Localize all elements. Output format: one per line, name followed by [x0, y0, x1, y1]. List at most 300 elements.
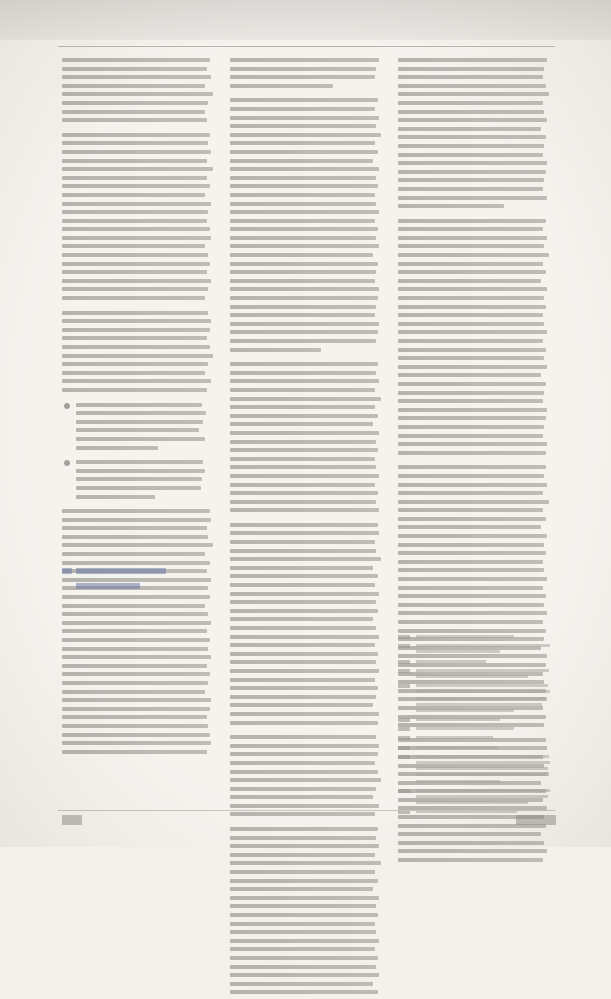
- text-line: [230, 440, 376, 444]
- text-line: [62, 345, 210, 349]
- header-rule: [58, 46, 555, 47]
- text-line: [230, 879, 378, 883]
- text-column-2: [230, 58, 381, 999]
- footnote: [398, 717, 556, 724]
- text-line: [398, 603, 544, 607]
- text-line: [230, 982, 373, 986]
- text-line: [62, 253, 208, 257]
- footnote-line: [416, 684, 548, 687]
- text-line: [230, 287, 379, 291]
- text-line: [230, 652, 378, 656]
- text-line: [230, 330, 378, 334]
- footnote: [398, 735, 556, 742]
- text-line: [62, 67, 207, 71]
- text-line: [62, 150, 211, 154]
- footnote-line: [416, 697, 545, 700]
- text-line: [76, 437, 205, 441]
- text-line: [398, 508, 543, 512]
- text-line: [62, 552, 205, 556]
- text-line: [62, 279, 211, 283]
- text-line: [76, 403, 202, 407]
- footnote-number: [398, 718, 410, 722]
- footnote-number: [398, 746, 410, 750]
- text-line: [62, 698, 211, 702]
- text-line: [62, 133, 210, 137]
- text-line: [230, 990, 378, 994]
- text-line: [230, 922, 375, 926]
- text-line: [230, 795, 373, 799]
- text-line: [62, 604, 205, 608]
- text-line: [398, 586, 543, 590]
- text-line: [398, 135, 546, 139]
- text-line: [230, 812, 375, 816]
- footnote: [398, 754, 556, 786]
- text-line: [230, 744, 379, 748]
- text-line: [230, 150, 378, 154]
- footnote-number: [398, 789, 410, 793]
- text-line: [398, 227, 543, 231]
- text-line: [230, 870, 375, 874]
- footnote-number: [398, 755, 410, 759]
- text-line: [62, 296, 205, 300]
- text-line: [398, 491, 543, 495]
- footnote-line: [416, 767, 548, 770]
- text-line: [230, 574, 378, 578]
- footnote: [398, 634, 556, 641]
- text-line: [398, 58, 547, 62]
- text-line: [230, 107, 375, 111]
- paragraph: [230, 827, 381, 994]
- text-line: [398, 551, 546, 555]
- text-line: [398, 629, 546, 633]
- section-heading-number: [62, 568, 72, 574]
- text-line: [398, 399, 543, 403]
- text-line: [398, 534, 547, 538]
- text-line: [62, 379, 211, 383]
- text-line: [230, 348, 321, 352]
- text-line: [230, 887, 373, 891]
- text-line: [230, 397, 381, 401]
- text-line: [230, 549, 376, 553]
- text-line: [230, 712, 379, 716]
- text-line: [62, 715, 207, 719]
- text-line: [230, 896, 379, 900]
- text-line: [398, 204, 504, 208]
- paragraph: [62, 133, 213, 300]
- page-header-band: [0, 0, 611, 40]
- text-line: [62, 621, 211, 625]
- text-line: [62, 244, 205, 248]
- text-line: [230, 626, 376, 630]
- text-line: [230, 686, 378, 690]
- text-line: [62, 319, 211, 323]
- paragraph: [230, 735, 381, 816]
- text-line: [62, 578, 211, 582]
- text-line: [62, 202, 211, 206]
- footnote-number: [398, 635, 410, 639]
- text-line: [230, 491, 378, 495]
- text-line: [230, 540, 375, 544]
- text-line: [230, 84, 333, 88]
- text-line: [62, 362, 208, 366]
- text-line: [398, 196, 547, 200]
- footnote-line: [416, 675, 528, 678]
- text-line: [230, 853, 375, 857]
- text-line: [398, 161, 547, 165]
- footnote-line: [416, 718, 500, 721]
- text-line: [230, 500, 376, 504]
- text-line: [230, 227, 378, 231]
- text-line: [62, 612, 208, 616]
- text-line: [398, 101, 543, 105]
- text-line: [62, 193, 205, 197]
- paragraph: [230, 523, 381, 725]
- text-line: [398, 832, 541, 836]
- footnote-line: [416, 660, 486, 663]
- text-line: [230, 202, 376, 206]
- footnote-line: [416, 736, 493, 739]
- text-line: [398, 356, 544, 360]
- text-line: [230, 414, 378, 418]
- text-line: [62, 92, 213, 96]
- text-line: [230, 669, 379, 673]
- footnote: [398, 683, 556, 715]
- text-line: [398, 408, 547, 412]
- text-line: [230, 600, 376, 604]
- bullet-item: [62, 403, 213, 455]
- text-line: [230, 379, 379, 383]
- text-line: [62, 724, 208, 728]
- text-line: [230, 836, 376, 840]
- text-line: [62, 336, 207, 340]
- text-line: [398, 118, 547, 122]
- text-line: [230, 508, 379, 512]
- text-line: [398, 170, 546, 174]
- text-line: [76, 486, 201, 490]
- text-line: [398, 620, 543, 624]
- text-line: [398, 244, 544, 248]
- footnote-line: [416, 703, 542, 706]
- text-line: [62, 629, 207, 633]
- text-line: [398, 153, 543, 157]
- text-line: [62, 750, 207, 754]
- section-heading-line-2: [76, 583, 140, 589]
- text-line: [230, 253, 373, 257]
- footnote-number: [398, 644, 410, 648]
- journal-issue-mark: [516, 815, 556, 825]
- text-line: [62, 184, 210, 188]
- text-line: [398, 330, 547, 334]
- bullet-dot-icon: [64, 460, 70, 466]
- text-line: [62, 236, 211, 240]
- text-line: [230, 678, 375, 682]
- text-line: [230, 660, 376, 664]
- footnote: [398, 668, 556, 681]
- text-line: [62, 681, 208, 685]
- text-line: [76, 477, 202, 481]
- footnote: [398, 745, 556, 752]
- text-line: [230, 176, 376, 180]
- text-line: [230, 362, 378, 366]
- paragraph: [230, 98, 381, 351]
- text-line: [230, 703, 373, 707]
- text-line: [398, 339, 543, 343]
- text-line: [398, 110, 544, 114]
- text-line: [62, 664, 207, 668]
- text-line: [230, 635, 379, 639]
- text-line: [230, 67, 376, 71]
- text-line: [62, 159, 207, 163]
- text-line: [398, 543, 544, 547]
- text-line: [62, 354, 213, 358]
- text-line: [398, 442, 547, 446]
- text-line: [398, 577, 547, 581]
- text-line: [398, 253, 549, 257]
- text-line: [62, 311, 208, 315]
- text-line: [76, 420, 203, 424]
- bullet-item: [62, 460, 213, 503]
- footnotes-block: [398, 634, 556, 819]
- text-line: [230, 193, 375, 197]
- text-line: [230, 523, 378, 527]
- footnote-line: [416, 709, 514, 712]
- text-line: [398, 236, 547, 240]
- text-line: [398, 560, 543, 564]
- text-line: [398, 348, 546, 352]
- text-line: [398, 382, 546, 386]
- footnote-line: [416, 635, 514, 638]
- text-line: [230, 184, 378, 188]
- text-line: [230, 557, 381, 561]
- text-line: [398, 451, 546, 455]
- text-line: [230, 861, 381, 865]
- text-line: [62, 655, 211, 659]
- footnote-line: [416, 773, 546, 776]
- footnote-line: [416, 669, 549, 672]
- text-line: [62, 110, 205, 114]
- footnote-line: [416, 650, 500, 653]
- text-line: [398, 365, 547, 369]
- text-line: [398, 287, 547, 291]
- footnote: [398, 659, 556, 666]
- text-column-1: [62, 58, 213, 758]
- text-line: [62, 219, 207, 223]
- text-line: [62, 287, 208, 291]
- text-line: [230, 270, 376, 274]
- footnote-line: [416, 789, 550, 792]
- text-line: [230, 695, 376, 699]
- footnote-number: [398, 736, 410, 740]
- text-line: [230, 566, 373, 570]
- text-line: [230, 219, 375, 223]
- text-line: [398, 127, 541, 131]
- text-line: [230, 947, 375, 951]
- text-line: [76, 446, 158, 450]
- text-line: [230, 474, 379, 478]
- text-line: [62, 526, 207, 530]
- text-line: [62, 84, 205, 88]
- paragraph: [230, 362, 381, 512]
- text-line: [230, 583, 375, 587]
- text-line: [398, 841, 544, 845]
- text-line: [230, 939, 379, 943]
- text-line: [62, 733, 210, 737]
- text-line: [398, 75, 543, 79]
- text-line: [62, 176, 207, 180]
- text-line: [398, 373, 541, 377]
- footnote-line: [416, 780, 500, 783]
- text-line: [230, 371, 376, 375]
- text-line: [230, 313, 375, 317]
- text-line: [398, 313, 543, 317]
- text-line: [62, 647, 208, 651]
- footnote-line: [416, 690, 550, 693]
- text-line: [230, 244, 379, 248]
- text-line: [398, 67, 544, 71]
- text-line: [398, 178, 544, 182]
- text-line: [230, 804, 379, 808]
- footnote-line: [416, 727, 514, 730]
- footnote-line: [416, 746, 497, 749]
- text-line: [398, 305, 546, 309]
- text-line: [230, 75, 375, 79]
- text-line: [62, 672, 210, 676]
- footnote-line: [416, 755, 549, 758]
- footnote-line: [416, 795, 548, 798]
- text-line: [398, 219, 546, 223]
- paragraph: [398, 219, 549, 455]
- text-line: [398, 434, 543, 438]
- text-line: [62, 101, 208, 105]
- text-line: [230, 339, 376, 343]
- text-line: [62, 535, 208, 539]
- text-line: [398, 391, 544, 395]
- text-line: [398, 187, 543, 191]
- footnote-number: [398, 684, 410, 688]
- text-line: [398, 296, 544, 300]
- text-line: [230, 770, 378, 774]
- text-line: [230, 58, 379, 62]
- footnote-line: [416, 801, 528, 804]
- text-line: [76, 469, 205, 473]
- text-line: [76, 428, 199, 432]
- footer-rule: [58, 810, 555, 811]
- text-line: [62, 543, 213, 547]
- text-line: [76, 411, 206, 415]
- text-line: [230, 721, 378, 725]
- text-line: [62, 561, 210, 565]
- text-line: [230, 930, 376, 934]
- text-line: [230, 388, 375, 392]
- text-line: [230, 133, 381, 137]
- text-line: [230, 465, 376, 469]
- text-line: [398, 568, 544, 572]
- text-line: [62, 210, 208, 214]
- text-line: [230, 116, 379, 120]
- text-line: [230, 973, 379, 977]
- footnote-number: [398, 727, 410, 731]
- text-line: [230, 405, 375, 409]
- text-line: [62, 741, 211, 745]
- text-line: [398, 858, 543, 862]
- text-line: [230, 167, 379, 171]
- text-line: [62, 371, 205, 375]
- paragraph: [62, 509, 213, 754]
- text-line: [62, 227, 210, 231]
- text-line: [398, 144, 544, 148]
- page-number-mark: [62, 815, 82, 825]
- text-line: [230, 965, 376, 969]
- text-line: [230, 422, 373, 426]
- text-line: [62, 75, 211, 79]
- footnote-number: [398, 660, 410, 664]
- text-line: [62, 509, 210, 513]
- text-line: [398, 525, 541, 529]
- text-line: [230, 531, 379, 535]
- text-line: [230, 592, 379, 596]
- paragraph: [398, 58, 549, 208]
- text-line: [230, 787, 376, 791]
- text-line: [398, 425, 544, 429]
- text-line: [398, 849, 547, 853]
- text-line: [230, 609, 378, 613]
- text-line: [398, 611, 547, 615]
- footnote: [398, 788, 556, 808]
- paragraph: [62, 311, 213, 392]
- text-line: [62, 707, 210, 711]
- text-line: [230, 778, 381, 782]
- paragraph: [62, 58, 213, 122]
- text-line: [398, 500, 549, 504]
- text-line: [230, 210, 379, 214]
- text-line: [398, 322, 544, 326]
- text-line: [76, 460, 203, 464]
- text-line: [62, 167, 213, 171]
- footnote-line: [416, 644, 550, 647]
- text-line: [230, 124, 376, 128]
- footnote: [398, 643, 556, 656]
- text-line: [62, 388, 207, 392]
- text-line: [230, 643, 375, 647]
- text-line: [230, 827, 378, 831]
- text-line: [230, 431, 379, 435]
- text-line: [230, 844, 379, 848]
- text-line: [230, 141, 375, 145]
- text-line: [230, 752, 378, 756]
- text-line: [230, 159, 373, 163]
- text-line: [62, 118, 207, 122]
- text-line: [230, 735, 376, 739]
- text-line: [230, 279, 375, 283]
- text-line: [398, 474, 544, 478]
- text-line: [398, 262, 543, 266]
- text-line: [76, 495, 155, 499]
- text-line: [62, 262, 210, 266]
- text-line: [230, 913, 378, 917]
- bullet-dot-icon: [64, 403, 70, 409]
- text-line: [62, 328, 210, 332]
- text-line: [230, 483, 375, 487]
- text-line: [62, 270, 207, 274]
- text-line: [230, 617, 373, 621]
- text-line: [398, 279, 541, 283]
- text-line: [62, 58, 210, 62]
- text-line: [230, 262, 378, 266]
- text-line: [62, 595, 210, 599]
- text-line: [62, 638, 210, 642]
- paragraph: [230, 58, 381, 88]
- footnote-line: [416, 761, 550, 764]
